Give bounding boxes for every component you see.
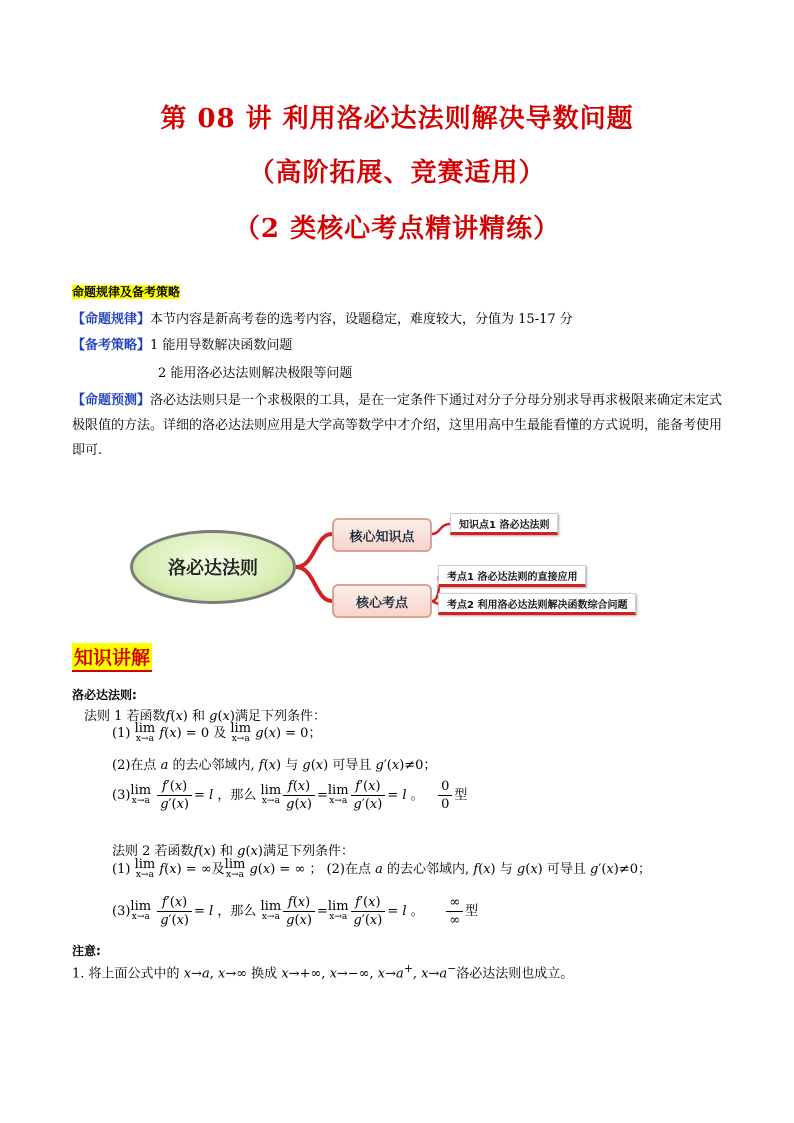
strategy-heading: 命题规律及备考策略 bbox=[72, 285, 181, 299]
mind-map-root: 洛必达法则 bbox=[130, 530, 296, 604]
mind-map bbox=[120, 506, 680, 626]
section-heading: 知识讲解 bbox=[72, 643, 152, 672]
rule1-intro: 法则 1 若函数f(x) 和 g(x)满足下列条件： bbox=[84, 709, 326, 724]
predict-paragraph: 【命题预测】洛必达法则只是一个求极限的工具，是在一定条件下通过对分子分母分别求导再求极限来确定未定式极限值的方法。详细的洛必达法则应用是大学高等数学中才介绍，这里用高中生最能看懂的方式说明，能备考使用即可. bbox=[72, 393, 723, 458]
title-line-2: （高阶拓展、竞赛适用） bbox=[248, 158, 546, 188]
rule2-condition-3: (3)lim x→a $\frac{f'(x)}{g'(x)}$ = l ，那么 lim x→a $\frac{f(x)}{g(x)}$ =lim x→a $\frac{f'(x)}{g'(x)}$ = l 。 $\frac{\infty}{\infty}$ 型 bbox=[112, 895, 479, 928]
mind-map-node-exam: 核心考点 bbox=[332, 584, 432, 618]
prep-line: 【备考策略】1 能用导数解决函数问题 bbox=[72, 338, 293, 353]
rule1-condition-3: (3)lim x→a $\frac{f'(x)}{g'(x)}$ = l ，那么 lim x→a $\frac{f(x)}{g(x)}$ =lim x→a $\frac{f'(x)}{g'(x)}$ = l 。 $\frac{0}{0}$ 型 bbox=[112, 779, 468, 812]
rule-line: 【命题规律】本节内容是新高考卷的选考内容，设题稳定，难度较大，分值为 15-17 分 bbox=[72, 312, 573, 327]
title-line-3: （2 类核心考点精讲精练） bbox=[233, 214, 561, 244]
mind-map-leaf-2: 考点1 洛必达法则的直接应用 bbox=[438, 565, 586, 587]
rule2-intro: 法则 2 若函数f(x) 和 g(x)满足下列条件： bbox=[112, 844, 354, 859]
title-line-1: 第 08 讲 利用洛必达法则解决导数问题 bbox=[160, 104, 634, 134]
mind-map-node-knowledge: 核心知识点 bbox=[332, 518, 432, 552]
note-1: 1. 将上面公式中的 x→a, x→∞ 换成 x→+∞, x→−∞, x→a+, x→a−洛必达法则也成立。 bbox=[72, 962, 574, 982]
rule1-condition-2: (2)在点 a 的去心邻域内, f(x) 与 g(x) 可导且 g′(x)≠0； bbox=[112, 758, 437, 773]
prep-line-2: 2 能用洛必达法则解决极限等问题 bbox=[158, 366, 353, 381]
lhopital-heading: 洛必达法则: bbox=[72, 688, 137, 702]
note-heading: 注意: bbox=[72, 944, 101, 958]
mind-map-leaf-1: 知识点1 洛必达法则 bbox=[450, 513, 558, 535]
rule1-condition-1: (1) lim x→a f(x) = 0 及 lim x→a g(x) = 0； bbox=[112, 721, 322, 744]
rule2-conditions-1-2: (1) lim x→a f(x) = ∞及lim x→a g(x) = ∞ ； (2)在点 a 的去心邻域内, f(x) 与 g(x) 可导且 g′(x)≠0； bbox=[112, 857, 651, 880]
mind-map-leaf-3: 考点2 利用洛必达法则解决函数综合问题 bbox=[438, 593, 636, 615]
